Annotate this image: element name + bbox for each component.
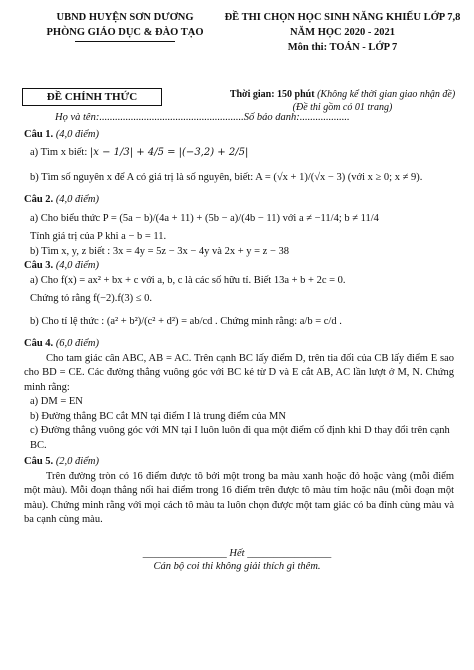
q5-text: Trên đường tròn có 16 điểm được tô bởi một trong ba màu xanh hoặc đỏ hoặc vàng (mỗi điểm một màu). Mỗi đoạn thẳng nối hai điểm trong 16 điểm trên được tô màu tím hoặc nâu (mỗi đoạn một màu). Chứng minh rằng với mọi cách tô màu ta luôn chọn được một tam giác có ba đỉnh cùng màu và ba cạnh cùng màu. (24, 470, 454, 525)
question-5-heading (24, 455, 454, 470)
pages-note: (Đề thi gồm có 01 trang) (292, 102, 393, 113)
q3-part-a2: Chứng tỏ rằng f(−2).f(3) ≤ 0. (30, 293, 153, 304)
q4-text: Cho tam giác cân ABC, AB = AC. Trên cạnh BC lấy điểm D, trên tia đối của CB lấy điểm E sao cho BD = CE. Các đường thẳng vuông góc với BC kẻ từ D và E cắt AB, AC lần lượt ở M, N. Chứng minh rằng: (24, 352, 454, 393)
question-2-heading (24, 193, 454, 208)
q5-title: Câu 5. (24, 456, 54, 467)
q4-part-a: a) DM = EN (30, 396, 83, 407)
q1-part-a (24, 143, 454, 165)
school-year: NĂM HỌC 2020 - 2021 (290, 27, 395, 38)
subject: Môn thi: TOÁN - LỚP 7 (287, 42, 398, 53)
issuer-department: PHÒNG GIÁO DỤC & ĐÀO TẠO (46, 27, 204, 38)
q2-part-a: a) Cho biểu thức P = (5a − b)/(4a + 11) + (5b − a)/(4b − 11) với a ≠ −11/4; b ≠ 11/4 (30, 212, 379, 224)
exam-footer (0, 548, 474, 572)
candidate-line: Họ và tên:.......................................................Số báo danh:................... (55, 112, 350, 123)
exam-title: ĐỀ THI CHỌN HỌC SINH NĂNG KHIẾU LỚP 7,8 (224, 12, 461, 23)
q2-points: (4,0 điểm) (55, 194, 99, 205)
proctor-note: Cán bộ coi thi không giải thích gì thêm. (153, 561, 321, 572)
time-label: Thời gian: 150 phút (229, 89, 315, 100)
exam-title-block (220, 10, 465, 55)
q1-points: (4,0 điểm) (55, 129, 99, 140)
q5-points: (2,0 điểm) (55, 456, 99, 467)
q1-a-expr: |x − 1/3| + 4/5 = |(−3,2) + 2/5| (89, 147, 249, 159)
time-note: (Không kể thời gian giao nhận đề) (317, 89, 456, 100)
q3-title: Câu 3. (24, 260, 54, 271)
q1-part-b: b) Tìm số nguyên x để A có giá trị là số nguyên, biết: A = (√x + 1)/(√x − 3) (với x ≥ 0; x ≠ 9). (30, 171, 423, 183)
question-4-heading (24, 337, 454, 352)
q2-title: Câu 2. (24, 194, 54, 205)
q1-title: Câu 1. (24, 129, 54, 140)
q4-title: Câu 4. (24, 338, 54, 349)
q4-part-c: c) Đường thẳng vuông góc với MN tại I luôn luôn đi qua một điểm cố định khi D thay đổi trên cạnh BC. (30, 425, 450, 451)
q4-points: (6,0 điểm) (55, 338, 99, 349)
end-marker: ________________ Hết ________________ (142, 548, 332, 559)
official-stamp: ĐỀ CHÍNH THỨC (22, 88, 162, 106)
q3-part-a: a) Cho f(x) = ax² + bx + c với a, b, c là các số hữu tỉ. Biết 13a + b + 2c = 0. (30, 274, 346, 286)
issuer-block (30, 10, 220, 42)
q1-a-prefix: a) Tìm x biết: (30, 147, 88, 159)
issuer-district: UBND HUYỆN SƠN DƯƠNG (56, 12, 194, 23)
issuer-underline (75, 41, 175, 42)
question-3-heading (24, 259, 454, 274)
q4-part-b: b) Đường thẳng BC cắt MN tại điểm I là trung điểm của MN (30, 410, 286, 422)
q3-points: (4,0 điểm) (55, 260, 99, 271)
question-1-heading (24, 128, 454, 143)
q3-part-b: b) Cho tỉ lệ thức : (a² + b²)/(c² + d²) = ab/cd . Chứng minh rằng: a/b = c/d . (30, 315, 342, 327)
exam-content (24, 128, 454, 528)
q2-part-b: b) Tìm x, y, z biết : 3x = 4y = 5z − 3x − 4y và 2x + y = z − 38 (30, 245, 290, 257)
time-info (215, 88, 470, 114)
q2-part-a2: Tính giá trị của P khi a − b = 11. (30, 231, 167, 242)
